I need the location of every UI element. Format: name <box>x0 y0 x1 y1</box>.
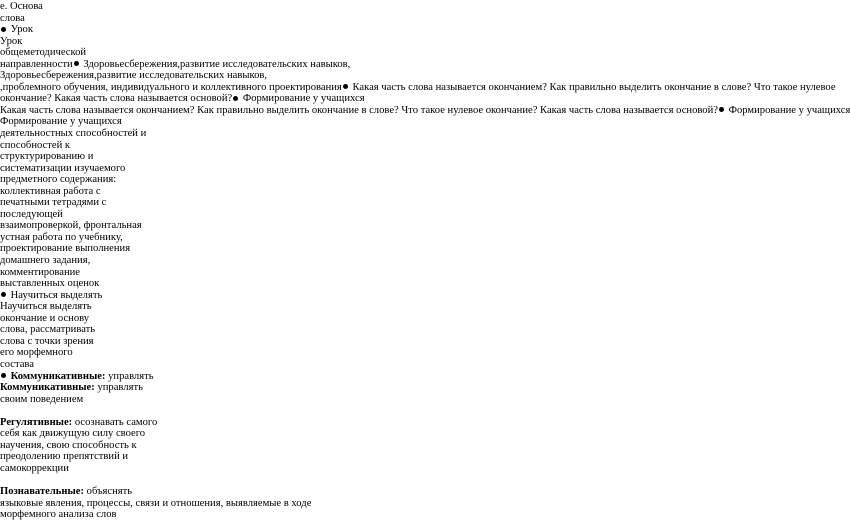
line-text: языковые явления, процессы, связи и отношения, выявляемые в ходе <box>0 497 312 509</box>
text-line <box>0 498 816 510</box>
blank-line <box>0 474 816 486</box>
line-text: устная работа по учебнику, <box>0 231 123 243</box>
line-text: систематизации изучаемого <box>0 162 126 174</box>
line-text: Формирование у учащихся <box>0 116 122 128</box>
text-line <box>0 451 816 463</box>
text-line <box>0 47 816 59</box>
line-text: Формирование у учащихся <box>728 104 850 116</box>
line-text: Какая часть слова называется окончанием? Как правильно выделить окончание в слове? Что такое нулевое <box>352 81 836 93</box>
text-line <box>0 104 850 117</box>
text-line <box>0 243 816 255</box>
line-text: коллективная работа с <box>0 185 101 197</box>
text-line <box>0 220 816 232</box>
line-text: Урок <box>10 24 33 36</box>
text-line <box>0 394 816 406</box>
text-line <box>0 255 816 267</box>
text-line <box>0 359 816 371</box>
blank-line <box>0 405 816 417</box>
line-text: его морфемного <box>0 347 73 359</box>
bullet-icon <box>343 84 348 89</box>
line-text: деятельностных способностей и <box>0 128 147 140</box>
text-line <box>0 186 816 198</box>
line-text: морфемного анализа слов <box>0 509 117 521</box>
line-text: предметного содержания: <box>0 174 117 186</box>
text-line <box>0 509 816 521</box>
line-text: Научиться выделять <box>10 289 103 301</box>
text-line <box>0 336 816 348</box>
text-line <box>0 382 816 394</box>
line-text: Здоровьесбережения,развитие исследовательских навыков, <box>83 58 351 70</box>
line-text: самокоррекции <box>0 462 69 474</box>
line-text: Какая часть слова называется окончанием? Как правильно выделить окончание в слове? Что такое нулевое окончание? Какая часть слова называется основой? <box>0 104 718 116</box>
bullet-icon <box>233 96 238 101</box>
text-line <box>0 347 816 359</box>
line-text: объяснять <box>86 485 133 497</box>
text-line <box>0 290 816 302</box>
text-line <box>0 440 816 452</box>
bullet-icon <box>1 292 6 297</box>
text-line <box>0 486 816 498</box>
text-line <box>0 140 816 152</box>
text-line <box>0 93 816 105</box>
text-line <box>0 313 816 325</box>
line-text: Научиться выделять <box>0 301 92 313</box>
text-line <box>0 1 816 13</box>
line-text: преодолению препятствий и <box>0 451 129 463</box>
line-text: слова с точки зрения <box>0 335 94 347</box>
line-text: управлять <box>97 382 143 394</box>
text-line <box>0 13 816 25</box>
line-text: последующей <box>0 208 63 220</box>
line-text: слова <box>0 12 25 24</box>
text-line <box>0 428 816 440</box>
line-text: осознавать самого <box>74 416 158 428</box>
text-line <box>0 36 816 48</box>
line-text: выставленных оценок <box>0 278 100 290</box>
text-line <box>0 209 816 221</box>
bullet-icon <box>1 27 6 32</box>
text-line <box>0 163 816 175</box>
document-body <box>0 1 850 521</box>
line-text: Формирование у учащихся <box>242 93 365 105</box>
line-text: слова, рассматривать <box>0 324 96 336</box>
line-text: проектирование выполнения <box>0 243 131 255</box>
text-line <box>0 278 816 290</box>
text-line <box>0 59 816 71</box>
line-text: себя как движущую силу своего <box>0 428 146 440</box>
text-line <box>0 174 816 186</box>
text-line <box>0 81 836 94</box>
line-text: взаимопроверкой, фронтальная <box>0 220 142 232</box>
text-line <box>0 301 816 313</box>
label-regulative: Регулятивные: <box>0 416 73 428</box>
bullet-icon <box>74 61 79 66</box>
bullet-icon <box>1 373 6 378</box>
text-line <box>0 70 816 82</box>
line-text: ,проблемного обучения, индивидуального и коллективного проектирования <box>0 81 342 93</box>
text-line <box>0 24 816 36</box>
line-text: состава <box>0 358 34 370</box>
line-text: Урок <box>0 35 23 47</box>
line-text: печатными тетрадями с <box>0 197 107 209</box>
label-cognitive: Познавательные: <box>0 485 84 497</box>
line-text: структурированию и <box>0 151 94 163</box>
line-text: е. Основа <box>0 1 43 12</box>
label-communicative: Коммуникативные: <box>10 370 106 382</box>
line-text: направленности <box>0 58 73 70</box>
line-text: способностей к <box>0 139 71 151</box>
line-text: научения, свою способность к <box>0 439 137 451</box>
line-text: управлять <box>108 370 154 382</box>
text-line <box>0 324 816 336</box>
text-line <box>0 232 816 244</box>
line-text: своим поведением <box>0 393 84 405</box>
line-text: окончание и основу <box>0 312 90 324</box>
text-line <box>0 267 816 279</box>
line-text: Здоровьесбережения,развитие исследовательских навыков, <box>0 70 268 82</box>
text-line <box>0 463 816 475</box>
text-line <box>0 151 816 163</box>
text-line <box>0 116 816 128</box>
line-text: окончание? Какая часть слова называется основой? <box>0 93 233 105</box>
line-text: комментирование <box>0 266 80 278</box>
line-text: домашнего задания, <box>0 255 91 267</box>
text-line <box>0 128 816 140</box>
text-line <box>0 371 816 383</box>
text-line <box>0 197 816 209</box>
label-communicative: Коммуникативные: <box>0 382 95 394</box>
text-line <box>0 417 816 429</box>
line-text: общеметодической <box>0 47 87 59</box>
bullet-icon <box>719 107 724 112</box>
